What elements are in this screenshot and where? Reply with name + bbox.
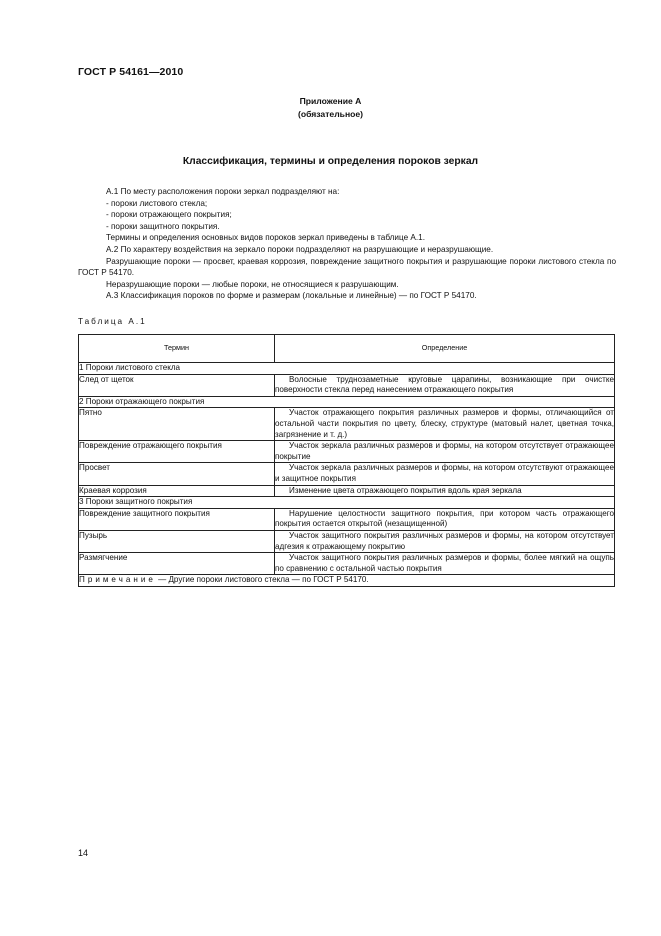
definition-cell: Участок отражающего покрытия различных размеров и формы, отличающийся от остальной части покрытия по цвету, блеску, структуре (матовый налет, цветная точка, загрязнение и т. д.) <box>275 408 615 441</box>
term-cell: Краевая коррозия <box>79 485 275 497</box>
definition-cell: Волосные труднозаметные круговые царапины, возникающие при очистке поверхности стекла перед нанесением отражающего покрытия <box>275 374 615 396</box>
table-caption: Таблица А.1 <box>78 317 147 326</box>
term-cell: Повреждение защитного покрытия <box>79 508 275 530</box>
definition-cell: Участок защитного покрытия различных размеров и формы, более мягкий на ощупь по сравнению с остальной частью покрытия <box>275 553 615 575</box>
column-header-term: Термин <box>79 335 275 363</box>
definition-cell: Изменение цвета отражающего покрытия вдоль края зеркала <box>275 485 615 497</box>
table-section-row <box>79 363 615 375</box>
column-header-definition: Определение <box>275 335 615 363</box>
list-item: - пороки листового стекла; <box>106 198 208 208</box>
table-row <box>79 463 615 485</box>
note-text: — Другие пороки листового стекла — по ГОСТ Р 54170. <box>155 575 369 585</box>
section-heading: 2 Пороки отражающего покрытия <box>79 396 615 408</box>
term-cell: Повреждение отражающего покрытия <box>79 441 275 463</box>
paragraph-destructive: Разрушающие пороки — просвет, краевая коррозия, повреждение защитного покрытия и разрушающие пороки листового стекла по ГОСТ Р 54170. <box>78 256 616 278</box>
list-item: - пороки отражающего покрытия; <box>106 210 232 220</box>
page-number: 14 <box>78 848 89 858</box>
table-row <box>79 441 615 463</box>
document-number: ГОСТ Р 54161—2010 <box>78 66 184 78</box>
definition-cell: Участок защитного покрытия различных размеров и формы, на котором отсутствует адгезия к отражающему покрытию <box>275 530 615 552</box>
table-row <box>79 485 615 497</box>
annex-title: Приложение А <box>299 96 362 106</box>
table-row <box>79 408 615 441</box>
paragraph-a2: А.2 По характеру воздействия на зеркало пороки подразделяют на разрушающие и неразрушающие. <box>106 244 494 254</box>
paragraph-a3: А.3 Классификация пороков по форме и размерам (локальные и линейные) — по ГОСТ Р 54170. <box>106 291 477 301</box>
term-cell: Размягчение <box>79 553 275 575</box>
annex-status: (обязательное) <box>297 109 364 119</box>
list-item: - пороки защитного покрытия. <box>106 221 220 231</box>
defects-table <box>78 334 615 587</box>
note-label: Примечание <box>79 575 156 585</box>
table-row <box>79 553 615 575</box>
section-heading: 1 Пороки листового стекла <box>79 363 615 375</box>
table-header-row <box>79 335 615 363</box>
body-text <box>78 186 616 302</box>
table-note-row <box>79 575 615 587</box>
section-title: Классификация, термины и определения пороков зеркал <box>182 156 479 167</box>
term-cell: Пузырь <box>79 530 275 552</box>
section-heading: 3 Пороки защитного покрытия <box>79 497 615 509</box>
table-section-row <box>79 396 615 408</box>
definition-cell: Участок зеркала различных размеров и формы, на котором отсутствует отражающее покрытие <box>275 441 615 463</box>
term-cell: Пятно <box>79 408 275 441</box>
paragraph-a1: А.1 По месту расположения пороки зеркал подразделяют на: <box>106 187 340 196</box>
table-row <box>79 374 615 396</box>
term-cell: Просвет <box>79 463 275 485</box>
table-row <box>79 508 615 530</box>
definition-cell: Нарушение целостности защитного покрытия, при котором часть отражающего покрытия остается открытой (незащищенной) <box>275 508 615 530</box>
definition-cell: Участок зеркала различных размеров и формы, на котором отсутствуют отражающее и защитное покрытия <box>275 463 615 485</box>
term-cell: След от щеток <box>79 374 275 396</box>
table-note <box>79 575 615 587</box>
paragraph-nondestructive: Неразрушающие пороки — любые пороки, не относящиеся к разрушающим. <box>106 279 399 289</box>
table-section-row <box>79 497 615 509</box>
paragraph-table-ref: Термины и определения основных видов пороков зеркал приведены в таблице А.1. <box>106 233 425 243</box>
table-row <box>79 530 615 552</box>
